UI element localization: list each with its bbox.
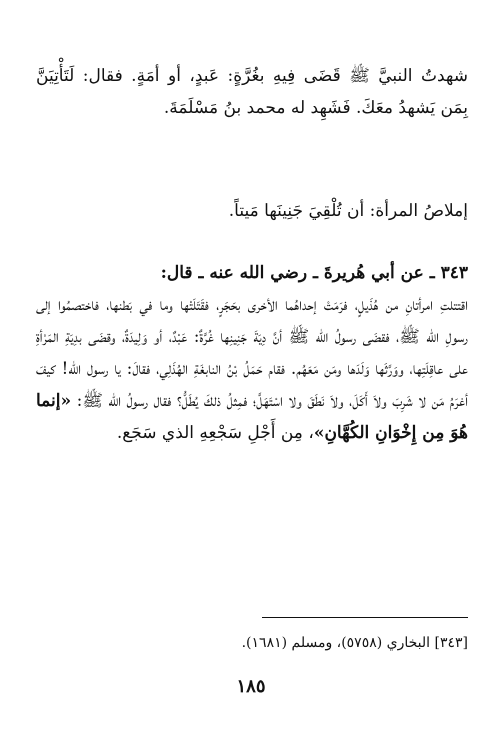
- hadith-ending: ، مِن أَجْلِ سَجْعِهِ الذي سَجَع.: [116, 423, 314, 443]
- hadith-bold-quote: «إنما هُوَ مِن إِخْوَانِ الكُهَّانِ»: [36, 391, 468, 443]
- footnote-divider: [262, 617, 468, 618]
- hadith-body: [36, 289, 468, 449]
- footnote: [٣٤٣] البخاري (٥٧٥٨)، ومسلم (١٦٨١).: [241, 635, 468, 651]
- page-number: ١٨٥: [236, 676, 266, 697]
- hadith-heading: ٣٤٣ ـ عن أبي هُريرةَ ـ رضي الله عنه ـ قال:: [160, 263, 468, 283]
- paragraph-ghurra-testimony: شهدتُ النبيَّ ﷺ قَضَى فِيهِ بغُرَّةٍ: عَبدٍ، أو أمَةٍ. فقال: لَتَأْتِيَنَّ بِمَن يَشهدُ معَكَ. فَشَهِد له محمد بنُ مَسْلَمَةَ.: [36, 66, 468, 118]
- paragraph-imlas-definition: إملاصُ المرأة: أن تُلْقِيَ جَنِينَها مَيتاً.: [228, 201, 468, 221]
- hadith-text: اقتتلتِ امرأتانِ من هُذَيلٍ، فرَمَتْ إحداهُما الأخرى بحَجَرٍ، فقَتَلَتْها وما في بَطنها، فاختصمُوا إلى رسولِ الله ﷺ، فقضَى رسولُ الله ﷺ أنَّ دِيَةَ جَنِينِها غُرَّةٌ: عَبْدٌ، أو وَلِيدَةٌ، وقضَى بدِيَةِ المَرْأةِ على عاقِلَتِها، ووَرَّثَها وَلَدَها ومَن مَعَهُم. فقام حَمَلُ بْنُ النابغَةِ الهُذَلِي، فقالَ: يا رسول الله! كيفَ أغرَمُ مَن لا شَرِبَ ولاَ أَكَلَ، ولاَ نَطَقَ ولا اسْتَهَلَّ؛ فمِثلُ ذلكَ يُطَلُّ؟ فقال رسولُ الله ﷺ:: [36, 295, 468, 411]
